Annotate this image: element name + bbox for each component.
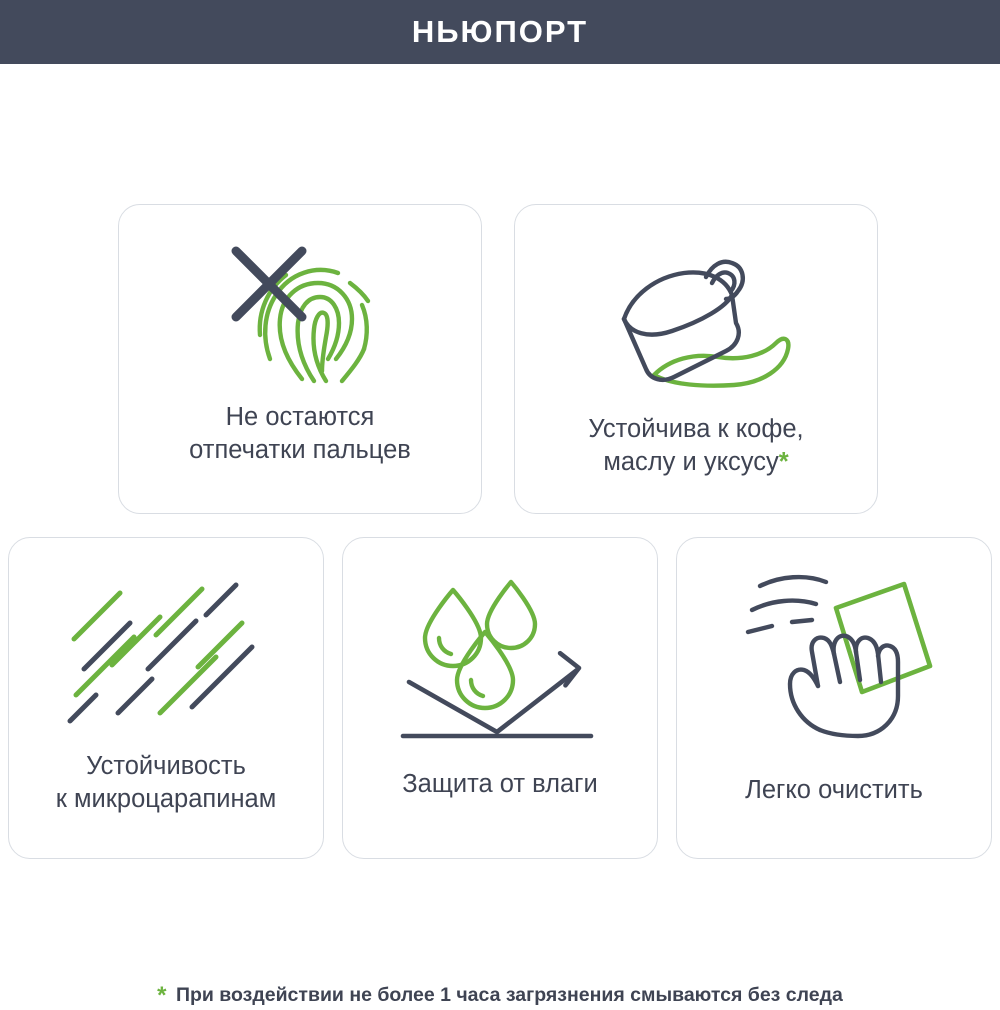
caption-line-1: Устойчивость [86,752,246,780]
feature-card-caption [392,768,607,801]
caption-line-1: Защита от влаги [402,770,598,798]
feature-card-fingerprint [118,204,482,514]
caption-line-1: Устойчива к кофе, [588,415,804,443]
feature-card-scratch-resistance [8,537,324,859]
caption-line-2: маслу и уксусу [603,447,779,476]
footnote-text: При воздействии не более 1 часа загрязнения смываются без следа [175,984,843,1006]
feature-card-coffee-resistance [514,204,878,514]
caption-line-2: отпечатки пальцев [189,435,411,464]
caption-line-2: к микроцарапинам [55,784,277,813]
spilled-cup-icon [586,247,806,397]
feature-card-caption [46,750,287,815]
hand-wiping-cloth-icon [724,570,944,748]
footnote-star: * [157,982,167,1009]
scratch-lines-icon [56,572,276,734]
caption-line-1: Не остаются [225,403,375,431]
feature-card-caption [578,413,813,478]
feature-card-moisture-protection [342,537,658,859]
fingerprint-crossed-out-icon [210,231,390,391]
feature-card-caption [179,401,421,466]
page-header [0,0,1000,64]
footnote-marker: * [778,447,789,476]
footnote [0,982,1000,1010]
page-title: НЬЮПОРТ [411,14,589,49]
feature-card-easy-clean [676,537,992,859]
caption-line-1: Легко очистить [745,776,923,804]
feature-card-caption [735,774,933,807]
water-droplets-repel-icon [395,576,605,746]
feature-card-grid [0,64,1000,1009]
